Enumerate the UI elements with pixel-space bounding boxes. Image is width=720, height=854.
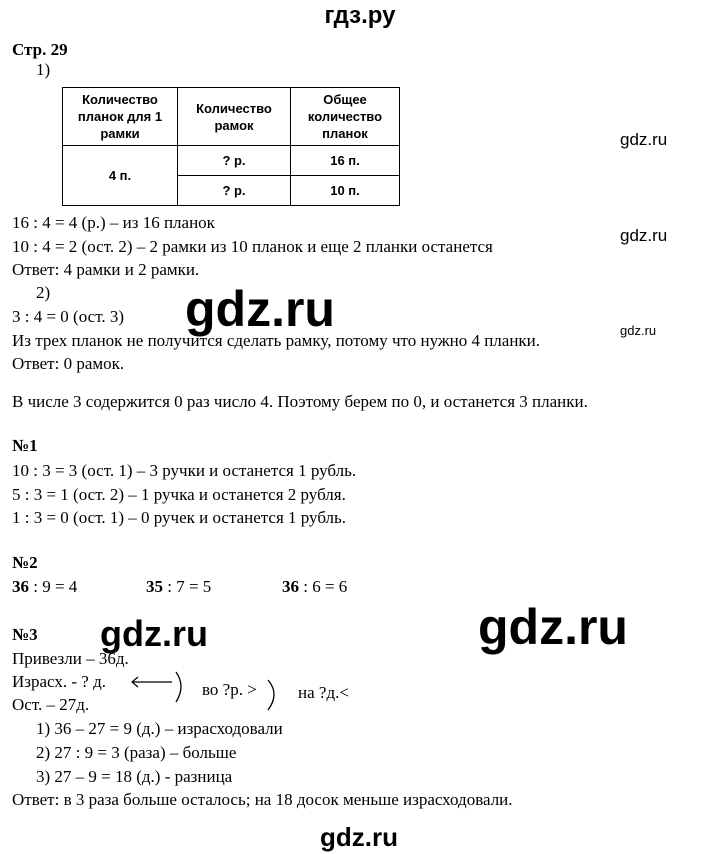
task1-line-3: 1 : 3 = 0 (ост. 1) – 0 ручек и останется 1 рубль. (12, 508, 347, 527)
task3-brought: Привезли – 36д. (12, 649, 129, 668)
task2-item-1: 36 : 9 = 4 (12, 577, 78, 596)
task1-line-1: 10 : 3 = 3 (ост. 1) – 3 ручки и останется 1 рубль. (12, 461, 357, 480)
part1-line-1: 16 : 4 = 4 (р.) – из 16 планок (12, 213, 215, 232)
task2-label: №2 (12, 553, 38, 572)
table-cell-planks-per-frame: 4 п. (63, 146, 178, 206)
watermark-large: gdz.ru (478, 599, 628, 655)
table-cell-total: 16 п. (291, 146, 400, 176)
task3-step-3: 3) 27 – 9 = 18 (д.) - разница (36, 767, 233, 786)
table-cell-frames: ? р. (178, 176, 291, 206)
task3-answer: Ответ: в 3 раза больше осталось; на 18 досок меньше израсходовали. (12, 790, 513, 809)
part1-label: 1) (36, 60, 51, 79)
part2-label: 2) (36, 283, 51, 302)
task3-used: Израсх. - ? д. (12, 672, 106, 691)
page-label: Стр. 29 (12, 40, 68, 59)
task3-step-2: 2) 27 : 9 = 3 (раза) – больше (36, 743, 237, 762)
part1-answer: Ответ: 4 рамки и 2 рамки. (12, 260, 200, 279)
task2-item-2: 35 : 7 = 5 (146, 577, 212, 596)
watermark-footer: gdz.ru (320, 822, 398, 852)
part2-line-1: 3 : 4 = 0 (ост. 3) (12, 307, 125, 326)
site-title: гдз.ру (324, 2, 396, 29)
task3-difference-question: на ?д.< (298, 683, 349, 702)
part1-line-2: 10 : 4 = 2 (ост. 2) – 2 рамки из 10 планок и еще 2 планки останется (12, 237, 493, 256)
watermark-small: gdz.ru (620, 130, 668, 149)
brace-times (176, 672, 181, 702)
task3-times-question: во ?р. > (202, 680, 257, 699)
table-header-planks-per-frame: Количество планок для 1 рамки (63, 88, 178, 146)
watermark-small: gdz.ru (620, 226, 668, 245)
part2-answer: Ответ: 0 рамок. (12, 354, 125, 373)
part2-line-2: Из трех планок не получится сделать рамку, потому что нужно 4 планки. (12, 331, 541, 350)
watermark-large: gdz.ru (185, 281, 335, 337)
planks-table (62, 87, 400, 206)
task2-item-3: 36 : 6 = 6 (282, 577, 348, 596)
part2-note: В числе 3 содержится 0 раз число 4. Поэтому берем по 0, и останется 3 планки. (12, 392, 588, 411)
table-header-frames: Количество рамок (178, 88, 291, 146)
table-header-total-planks: Общее количество планок (291, 88, 400, 146)
watermark-tiny: gdz.ru (620, 323, 657, 338)
task3-label: №3 (12, 625, 38, 644)
task3-left: Ост. – 27д. (12, 695, 90, 714)
watermark-medium: gdz.ru (100, 613, 208, 654)
task3-step-1: 1) 36 – 27 = 9 (д.) – израсходовали (36, 719, 283, 738)
table-cell-frames: ? р. (178, 146, 291, 176)
task1-label: №1 (12, 436, 38, 455)
brace-difference (268, 680, 274, 710)
table-cell-total: 10 п. (291, 176, 400, 206)
task1-line-2: 5 : 3 = 1 (ост. 2) – 1 ручка и останется 2 рубля. (12, 485, 346, 504)
